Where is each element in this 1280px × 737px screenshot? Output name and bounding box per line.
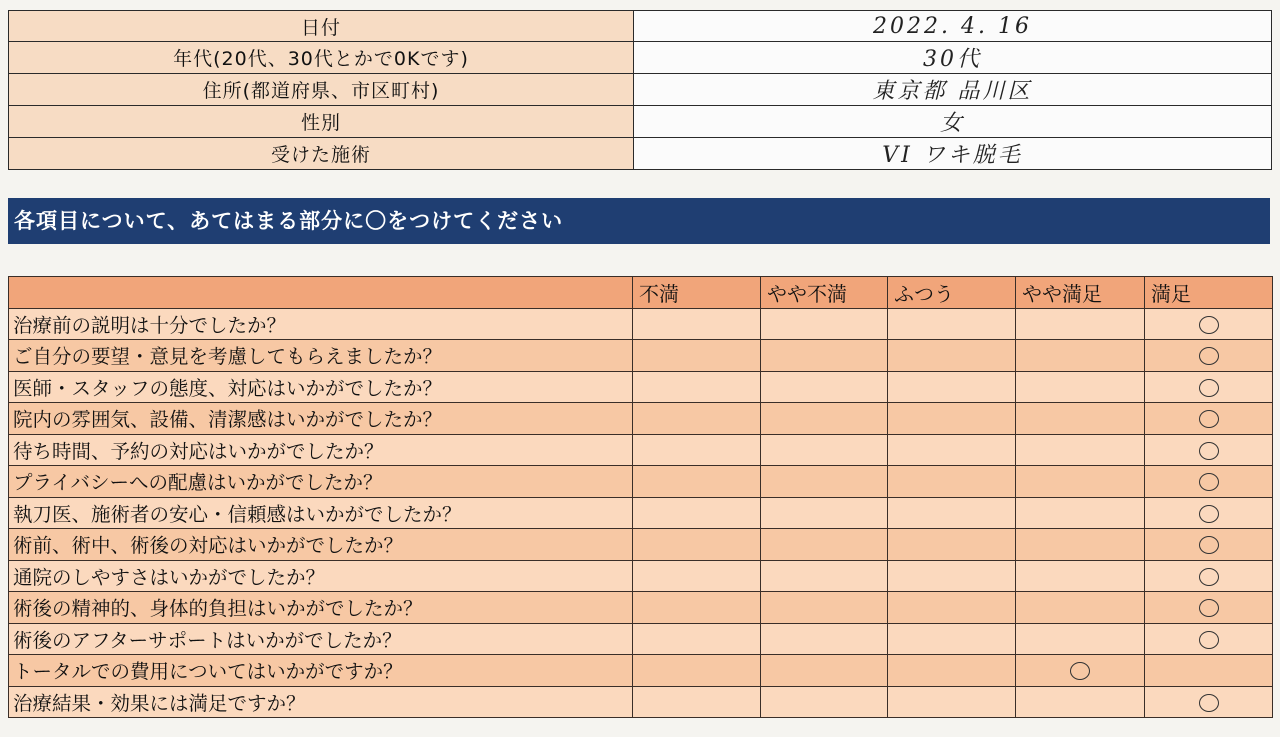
info-label: 住所(都道府県、市区町村)	[9, 74, 634, 106]
rating-cell	[633, 340, 761, 372]
handwritten-circle-mark	[1199, 473, 1219, 491]
rating-cell	[633, 434, 761, 466]
rating-cell	[1145, 371, 1273, 403]
rating-header-4: やや満足	[1016, 277, 1145, 309]
rating-cell	[1016, 434, 1145, 466]
rating-cell	[1145, 592, 1273, 624]
rating-cell	[888, 655, 1016, 687]
info-label: 年代(20代、30代とかで0Kです)	[9, 42, 634, 74]
info-handwritten-value: VI ワキ脱毛	[634, 138, 1272, 170]
rating-cell	[888, 466, 1016, 498]
rating-cell	[761, 371, 888, 403]
handwritten-circle-mark	[1199, 694, 1219, 712]
rating-cell	[1145, 340, 1273, 372]
rating-cell	[761, 560, 888, 592]
rating-cell	[888, 340, 1016, 372]
rating-cell	[888, 403, 1016, 435]
rating-cell	[888, 560, 1016, 592]
rating-cell	[888, 371, 1016, 403]
rating-cell	[1145, 686, 1273, 718]
handwritten-circle-mark	[1199, 536, 1219, 554]
info-handwritten-value: 東京都 品川区	[634, 74, 1272, 106]
rating-cell	[1016, 560, 1145, 592]
rating-cell	[888, 529, 1016, 561]
question-text: 通院のしやすさはいかがでしたか？	[9, 560, 633, 592]
rating-header-1: 不満	[633, 277, 761, 309]
question-text: 術後の精神的、身体的負担はいかがでしたか？	[9, 592, 633, 624]
rating-cell	[761, 340, 888, 372]
rating-cell	[1016, 497, 1145, 529]
rating-cell	[1016, 686, 1145, 718]
survey-question-row	[9, 529, 1273, 561]
rating-cell	[1016, 308, 1145, 340]
question-text: プライバシーへの配慮はいかがでしたか？	[9, 466, 633, 498]
rating-cell	[1145, 623, 1273, 655]
rating-cell	[633, 403, 761, 435]
handwritten-circle-mark	[1070, 662, 1090, 680]
rating-cell	[761, 497, 888, 529]
rating-cell	[1145, 403, 1273, 435]
question-text: 医師・スタッフの態度、対応はいかがでしたか？	[9, 371, 633, 403]
rating-cell	[633, 529, 761, 561]
info-label: 性別	[9, 106, 634, 138]
survey-question-row	[9, 560, 1273, 592]
rating-cell	[888, 592, 1016, 624]
rating-cell	[1145, 529, 1273, 561]
rating-cell	[761, 686, 888, 718]
rating-header-3: ふつう	[888, 277, 1016, 309]
handwritten-circle-mark	[1199, 379, 1219, 397]
question-text: 待ち時間、予約の対応はいかがでしたか？	[9, 434, 633, 466]
rating-cell	[1016, 466, 1145, 498]
rating-cell	[633, 466, 761, 498]
question-text: 治療結果・効果には満足ですか？	[9, 686, 633, 718]
handwritten-circle-mark	[1199, 347, 1219, 365]
rating-cell	[761, 623, 888, 655]
question-text: 執刀医、施術者の安心・信頼感はいかがでしたか？	[9, 497, 633, 529]
rating-cell	[1145, 655, 1273, 687]
question-column-header	[9, 277, 633, 309]
survey-question-row	[9, 623, 1273, 655]
rating-cell	[888, 686, 1016, 718]
handwritten-circle-mark	[1199, 568, 1219, 586]
survey-question-row	[9, 403, 1273, 435]
survey-question-row	[9, 655, 1273, 687]
info-row	[9, 106, 1272, 138]
survey-header-row	[9, 277, 1273, 309]
info-handwritten-value: 女	[634, 106, 1272, 138]
survey-question-row	[9, 686, 1273, 718]
rating-cell	[1016, 403, 1145, 435]
rating-cell	[888, 497, 1016, 529]
rating-cell	[761, 434, 888, 466]
rating-cell	[633, 592, 761, 624]
rating-cell	[1016, 340, 1145, 372]
question-text: ご自分の要望・意見を考慮してもらえましたか？	[9, 340, 633, 372]
survey-question-row	[9, 466, 1273, 498]
info-row	[9, 42, 1272, 74]
rating-cell	[761, 308, 888, 340]
survey-question-row	[9, 371, 1273, 403]
instruction-banner: 各項目について、あてはまる部分に〇をつけてください	[8, 198, 1270, 244]
rating-cell	[1145, 308, 1273, 340]
handwritten-circle-mark	[1199, 631, 1219, 649]
rating-cell	[761, 529, 888, 561]
rating-cell	[1145, 560, 1273, 592]
rating-cell	[1016, 655, 1145, 687]
rating-cell	[633, 497, 761, 529]
question-text: 術後のアフターサポートはいかがでしたか？	[9, 623, 633, 655]
info-label: 受けた施術	[9, 138, 634, 170]
handwritten-circle-mark	[1199, 316, 1219, 334]
rating-cell	[1016, 592, 1145, 624]
rating-cell	[633, 655, 761, 687]
rating-cell	[1016, 371, 1145, 403]
rating-cell	[1145, 497, 1273, 529]
rating-cell	[1016, 623, 1145, 655]
rating-cell	[1145, 466, 1273, 498]
info-label: 日付	[9, 11, 634, 42]
rating-cell	[1016, 529, 1145, 561]
question-text: 治療前の説明は十分でしたか？	[9, 308, 633, 340]
rating-cell	[888, 434, 1016, 466]
rating-cell	[888, 308, 1016, 340]
question-text: 術前、術中、術後の対応はいかがでしたか？	[9, 529, 633, 561]
question-text: トータルでの費用についてはいかがですか？	[9, 655, 633, 687]
rating-header-5: 満足	[1145, 277, 1273, 309]
survey-question-row	[9, 434, 1273, 466]
rating-cell	[761, 592, 888, 624]
rating-cell	[633, 623, 761, 655]
handwritten-circle-mark	[1199, 599, 1219, 617]
handwritten-circle-mark	[1199, 442, 1219, 460]
info-handwritten-value: 30代	[634, 42, 1272, 74]
question-text: 院内の雰囲気、設備、清潔感はいかがでしたか？	[9, 403, 633, 435]
rating-cell	[761, 403, 888, 435]
rating-cell	[633, 560, 761, 592]
handwritten-circle-mark	[1199, 505, 1219, 523]
rating-cell	[888, 623, 1016, 655]
rating-cell	[1145, 434, 1273, 466]
survey-question-row	[9, 497, 1273, 529]
survey-question-row	[9, 340, 1273, 372]
info-row	[9, 11, 1272, 42]
handwritten-circle-mark	[1199, 410, 1219, 428]
survey-question-row	[9, 592, 1273, 624]
respondent-info-table	[8, 10, 1272, 170]
rating-cell	[761, 655, 888, 687]
satisfaction-survey-table	[8, 276, 1273, 718]
info-handwritten-value: 2022. 4. 16	[634, 11, 1272, 42]
info-row	[9, 138, 1272, 170]
rating-cell	[633, 686, 761, 718]
info-row	[9, 74, 1272, 106]
survey-question-row	[9, 308, 1273, 340]
rating-cell	[633, 308, 761, 340]
rating-cell	[761, 466, 888, 498]
rating-cell	[633, 371, 761, 403]
rating-header-2: やや不満	[761, 277, 888, 309]
